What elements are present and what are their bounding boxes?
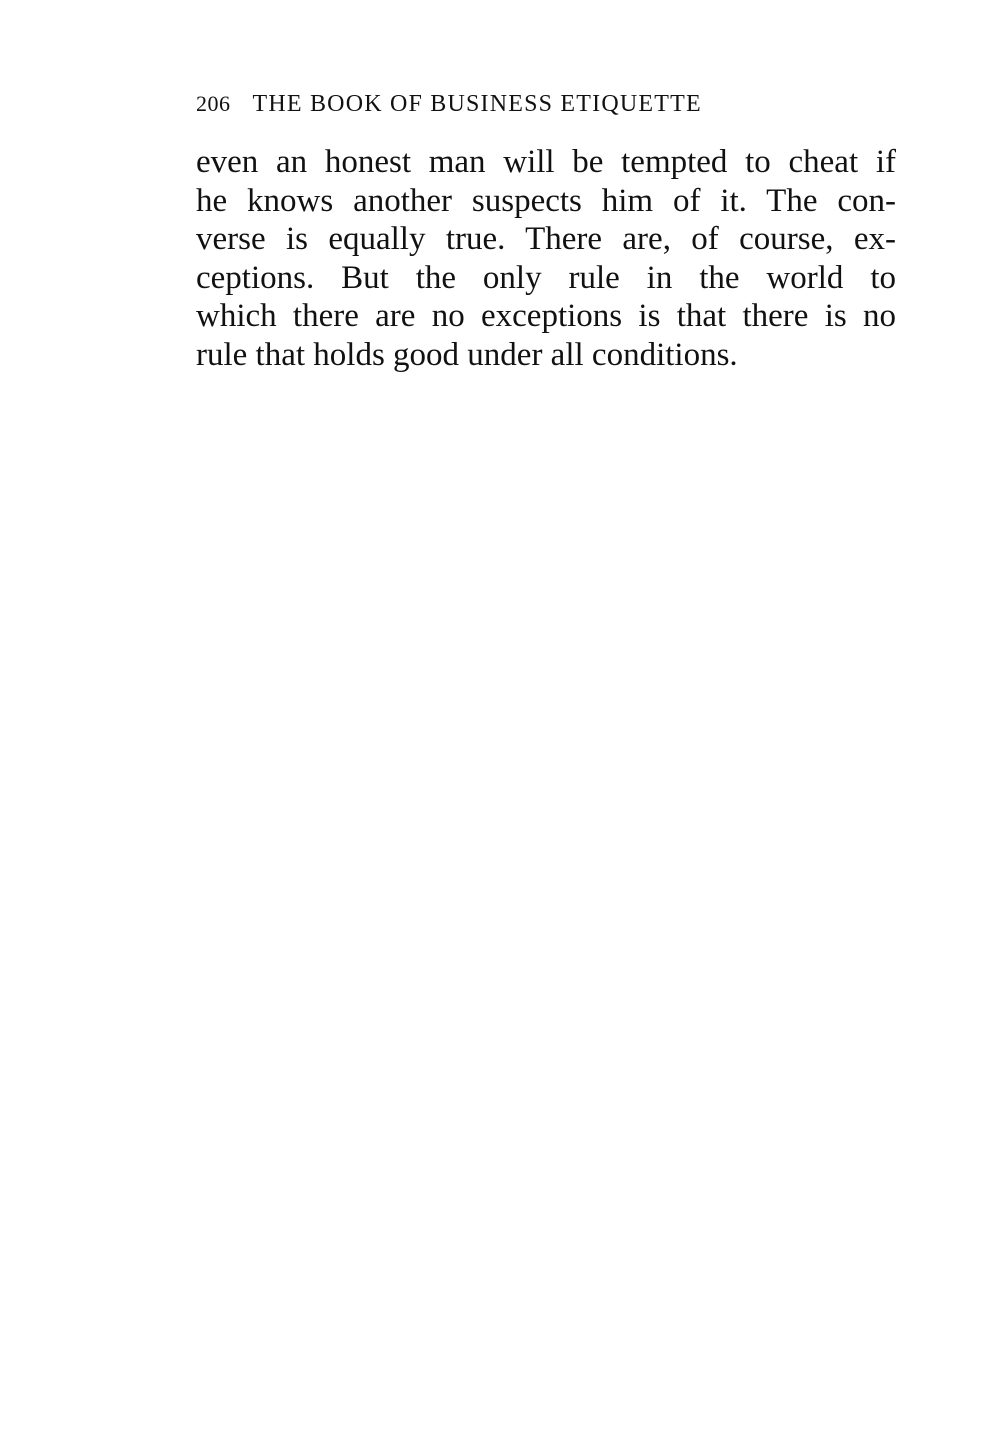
page-number: 206 [196, 91, 231, 116]
text-line: he knows another suspects him of it. The con- [196, 182, 896, 219]
text-line: rule that holds good under all conditions. [196, 336, 738, 373]
running-head [196, 91, 896, 125]
text-line: even an honest man will be tempted to cheat if [196, 144, 896, 180]
text-line: which there are no exceptions is that there is no [196, 298, 896, 334]
running-head-title: THE BOOK OF BUSINESS ETIQUETTE [252, 91, 702, 117]
body-paragraph [196, 143, 896, 374]
text-line: verse is equally true. There are, of course, ex- [196, 221, 896, 257]
text-line: ceptions. But the only rule in the world to [196, 259, 896, 296]
